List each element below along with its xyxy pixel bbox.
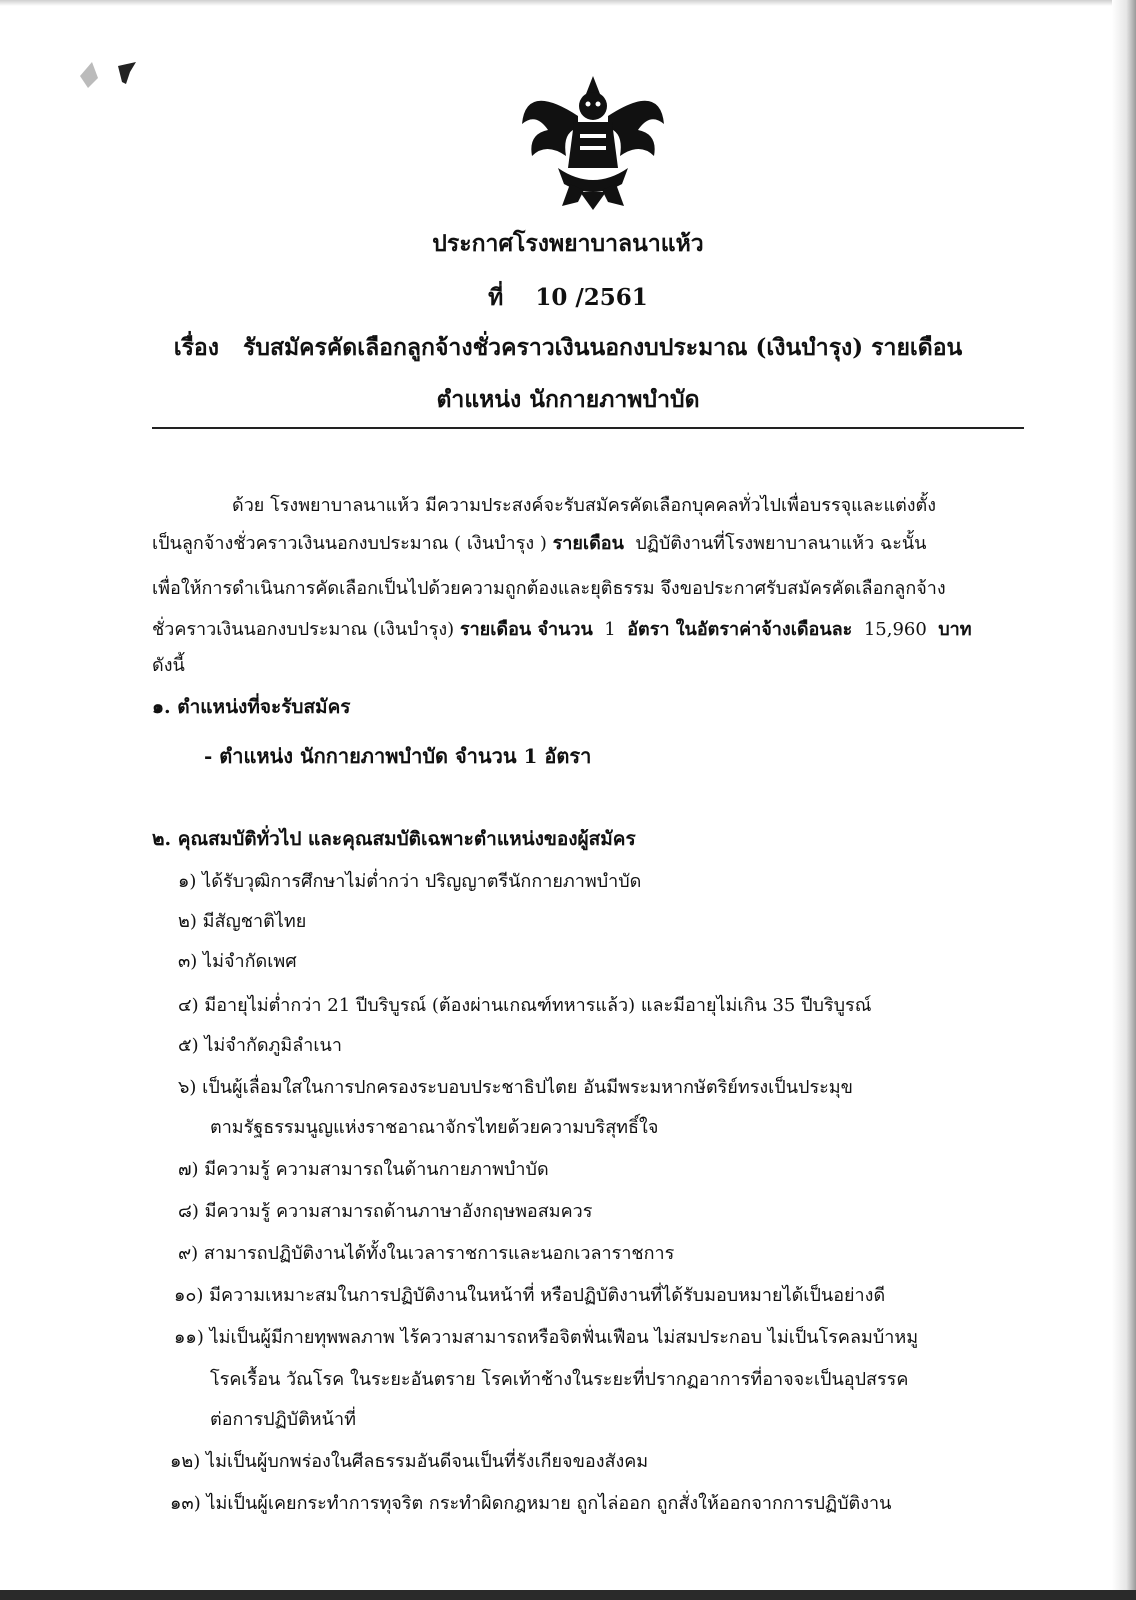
announcement-subject xyxy=(0,330,1136,366)
qualification-item: ๕) ไม่จำกัดภูมิลำเนา xyxy=(178,1035,342,1056)
intro-line-4 xyxy=(152,614,972,643)
subject-text: รับสมัครคัดเลือกลูกจ้างชั่วคราวเงินนอกงบประมาณ (เงินบำรุง) รายเดือน xyxy=(243,334,963,361)
intro-line-4-c: 1 xyxy=(604,619,616,640)
qualification-item: ๗) มีความรู้ ความสามารถในด้านกายภาพบำบัด xyxy=(178,1159,549,1180)
intro-line-2-b: รายเดือน xyxy=(552,533,624,554)
garuda-emblem-icon xyxy=(518,72,668,212)
announcement-number xyxy=(0,280,1136,316)
intro-line-1: ด้วย โรงพยาบาลนาแห้ว มีความประสงค์จะรับสมัครคัดเลือกบุคคลทั่วไปเพื่อบรรจุและแต่งตั้ง xyxy=(232,495,937,516)
qualification-item: ๑) ได้รับวุฒิการศึกษาไม่ต่ำกว่า ปริญญาตรีนักกายภาพบำบัด xyxy=(178,871,642,892)
qualification-item: ๒) มีสัญชาติไทย xyxy=(178,911,307,932)
qualification-item: ๙) สามารถปฏิบัติงานได้ทั้งในเวลาราชการและนอกเวลาราชการ xyxy=(178,1243,675,1264)
qualification-item: ๑๐) มีความเหมาะสมในการปฏิบัติงานในหน้าที่ หรือปฏิบัติงานที่ได้รับมอบหมายได้เป็นอย่างดี xyxy=(174,1285,886,1306)
intro-line-4-b: รายเดือน จำนวน xyxy=(459,619,593,640)
qualification-item: ๔) มีอายุไม่ต่ำกว่า 21 ปีบริบูรณ์ (ต้องผ่านเกณฑ์ทหารแล้ว) และมีอายุไม่เกิน 35 ปีบริบูรณ์ xyxy=(178,995,872,1016)
announcement-position: ตำแหน่ง นักกายภาพบำบัด xyxy=(436,386,700,413)
qualification-item-continued: ต่อการปฏิบัติหน้าที่ xyxy=(210,1409,356,1430)
qualification-item-continued: ตามรัฐธรรมนูญแห่งราชอาณาจักรไทยด้วยความบริสุทธิ์ใจ xyxy=(210,1117,659,1138)
qualification-item: ๖) เป็นผู้เลื่อมใสในการปกครองระบอบประชาธิปไตย อันมีพระมหากษัตริย์ทรงเป็นประมุข xyxy=(178,1077,853,1098)
intro-line-2 xyxy=(152,528,926,557)
intro-line-4-a: ชั่วคราวเงินนอกงบประมาณ (เงินบำรุง) xyxy=(152,619,455,640)
number-value: 10 /2561 xyxy=(535,284,648,311)
intro-line-3: เพื่อให้การดำเนินการคัดเลือกเป็นไปด้วยความถูกต้องและยุติธรรม จึงขอประกาศรับสมัครคัดเลือกลูกจ้าง xyxy=(152,578,946,599)
qualification-item: ๘) มีความรู้ ความสามารถด้านภาษาอังกฤษพอสมควร xyxy=(178,1201,593,1222)
number-label: ที่ xyxy=(488,284,504,311)
scan-bottom-edge xyxy=(0,1590,1136,1600)
header-divider xyxy=(152,427,1024,429)
section-1-heading: ๑. ตำแหน่งที่จะรับสมัคร xyxy=(152,696,351,718)
intro-line-4-e: 15,960 xyxy=(863,619,927,640)
qualification-item: ๑๒) ไม่เป็นผู้บกพร่องในศีลธรรมอันดีจนเป็นที่รังเกียจของสังคม xyxy=(170,1451,649,1472)
intro-line-4-f: บาท xyxy=(938,619,972,640)
qualification-item: ๓) ไม่จำกัดเพศ xyxy=(178,951,297,972)
qualification-item: ๑๑) ไม่เป็นผู้มีกายทุพพลภาพ ไร้ความสามารถหรือจิตฟั่นเฟือน ไม่สมประกอบ ไม่เป็นโรคลมบ้าหมู xyxy=(174,1327,919,1348)
section-1-item: - ตำแหน่ง นักกายภาพบำบัด จำนวน 1 อัตรา xyxy=(204,744,592,768)
announcement-title: ประกาศโรงพยาบาลนาแห้ว xyxy=(432,230,704,257)
subject-label: เรื่อง xyxy=(173,334,219,361)
staple-mark-icon xyxy=(78,58,148,98)
qualification-item: ๑๓) ไม่เป็นผู้เคยกระทำการทุจริต กระทำผิดกฎหมาย ถูกไล่ออก ถูกสั่งให้ออกจากการปฏิบัติงาน xyxy=(170,1493,892,1514)
intro-line-2-c: ปฏิบัติงานที่โรงพยาบาลนาแห้ว ฉะนั้น xyxy=(635,533,927,554)
qualification-item-continued: โรคเรื้อน วัณโรค ในระยะอันตราย โรคเท้าช้างในระยะที่ปรากฏอาการที่อาจจะเป็นอุปสรรค xyxy=(210,1369,909,1390)
section-2-heading: ๒. คุณสมบัติทั่วไป และคุณสมบัติเฉพาะตำแหน่งของผู้สมัคร xyxy=(152,828,636,850)
scan-top-shadow xyxy=(0,0,1136,6)
intro-line-5: ดังนี้ xyxy=(152,655,185,676)
intro-line-4-d: อัตรา ในอัตราค่าจ้างเดือนละ xyxy=(627,619,853,640)
intro-line-2-a: เป็นลูกจ้างชั่วคราวเงินนอกงบประมาณ ( เงินบำรุง ) xyxy=(152,533,547,554)
